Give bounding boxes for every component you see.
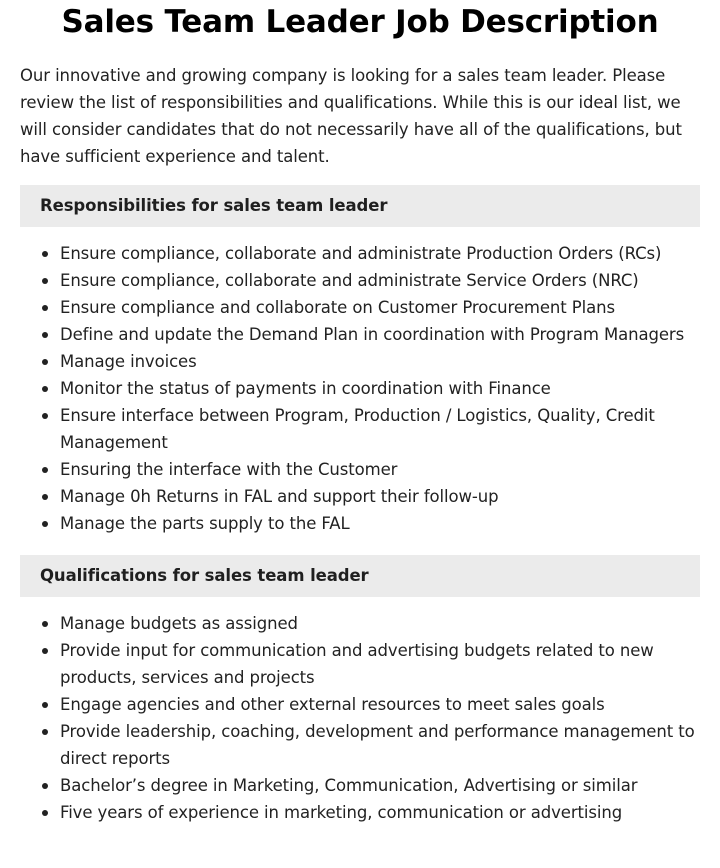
page-title: Sales Team Leader Job Description (61, 4, 659, 40)
list-item: Manage budgets as assigned (60, 610, 700, 637)
list-item: Manage the parts supply to the FAL (60, 510, 700, 537)
list-item: Ensure interface between Program, Production / Logistics, Quality, Credit Management (60, 402, 700, 456)
list-item: Bachelor’s degree in Marketing, Communication, Advertising or similar (60, 772, 700, 799)
list-item: Ensure compliance and collaborate on Customer Procurement Plans (60, 294, 700, 321)
qualifications-list (20, 610, 700, 826)
list-item: Manage invoices (60, 348, 700, 375)
list-item: Ensure compliance, collaborate and administrate Service Orders (NRC) (60, 267, 700, 294)
responsibilities-list (20, 240, 700, 537)
list-item: Manage 0h Returns in FAL and support their follow-up (60, 483, 700, 510)
list-item: Monitor the status of payments in coordination with Finance (60, 375, 700, 402)
list-item: Ensure compliance, collaborate and administrate Production Orders (RCs) (60, 240, 700, 267)
responsibilities-heading: Responsibilities for sales team leader (20, 185, 700, 227)
list-item: Engage agencies and other external resources to meet sales goals (60, 691, 700, 718)
list-item: Five years of experience in marketing, communication or advertising (60, 799, 700, 826)
list-item: Define and update the Demand Plan in coordination with Program Managers (60, 321, 700, 348)
list-item: Provide leadership, coaching, development and performance management to direct reports (60, 718, 700, 772)
intro-paragraph: Our innovative and growing company is looking for a sales team leader. Please review the list of responsibilities and qualifications. While this is our ideal list, we will consider candidates that do not necessarily have all of the qualifications, but have sufficient experience and talent. (20, 66, 682, 166)
list-item: Ensuring the interface with the Customer (60, 456, 700, 483)
list-item: Provide input for communication and advertising budgets related to new products, services and projects (60, 637, 700, 691)
qualifications-heading: Qualifications for sales team leader (20, 555, 700, 597)
